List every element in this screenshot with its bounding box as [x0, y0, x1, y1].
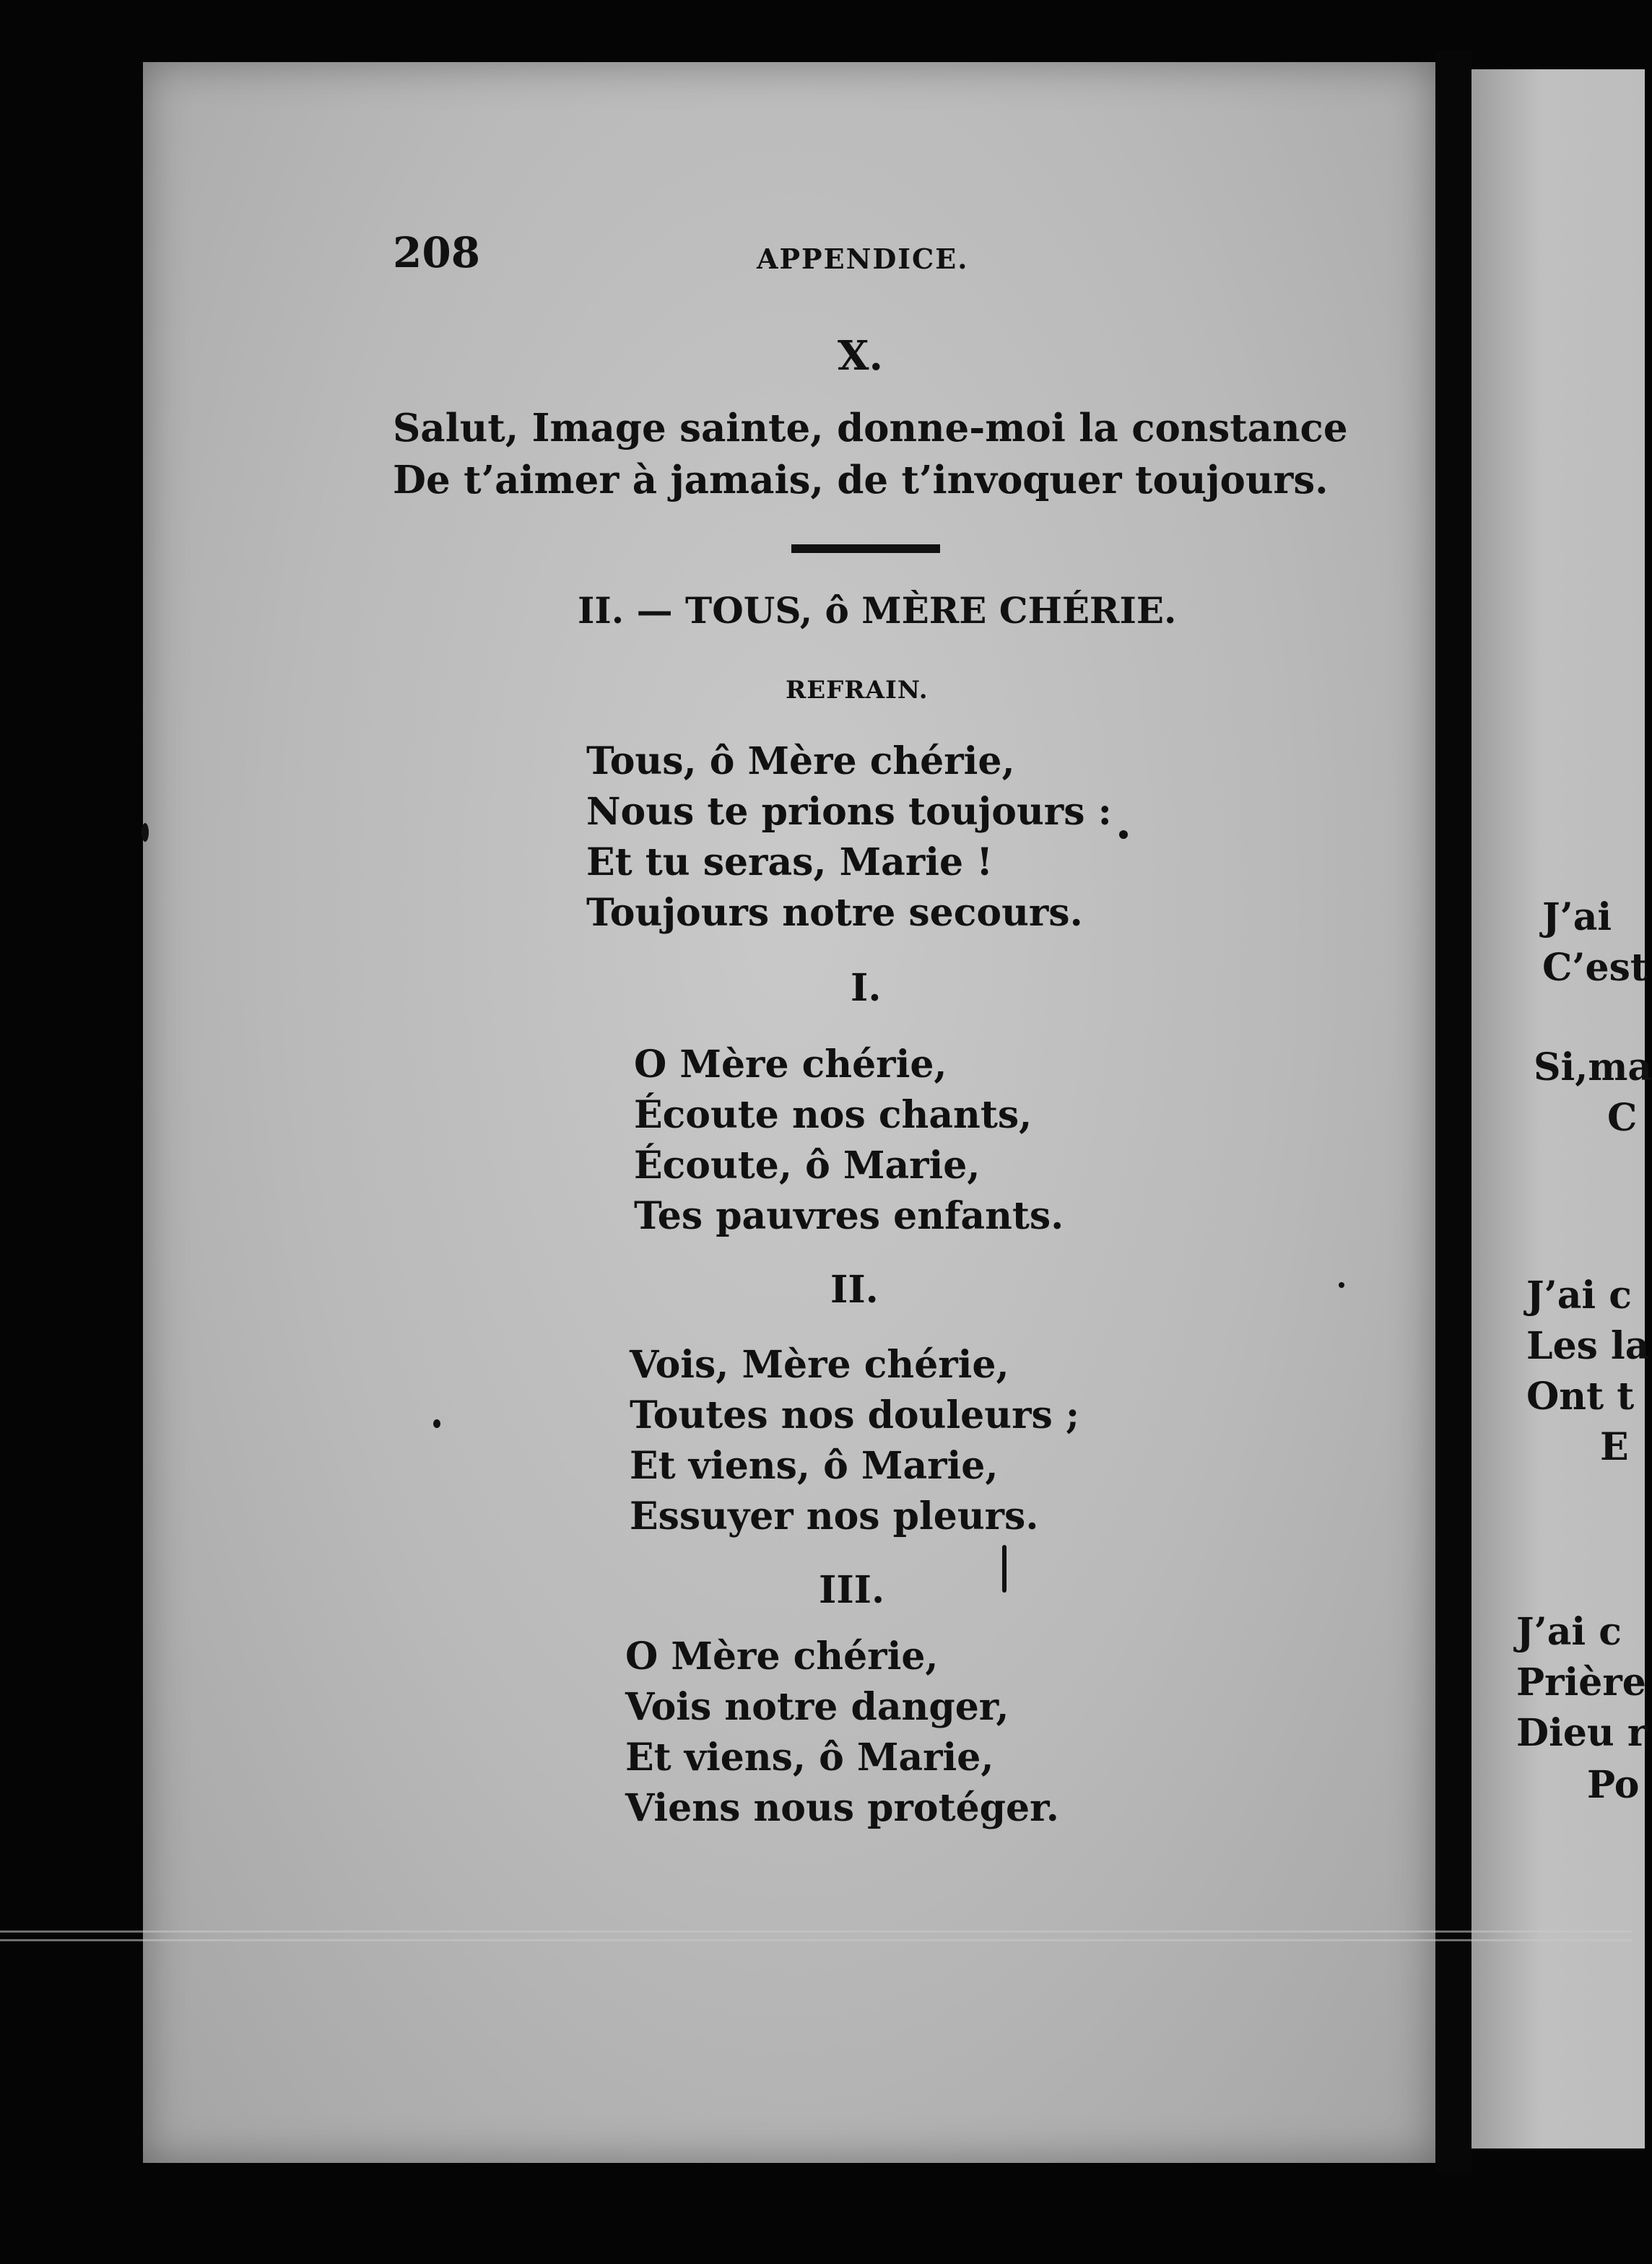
verse-line: O Mère chérie,	[634, 1042, 947, 1087]
facing-page-fragment: C	[1607, 1096, 1638, 1140]
facing-page-fragment: Les la	[1526, 1324, 1650, 1368]
refrain-line: Tous, ô Mère chérie,	[586, 739, 1015, 783]
verse-line: Et viens, ô Marie,	[630, 1444, 999, 1488]
scan-artifact-line	[0, 1939, 1632, 1941]
verse-line: Et viens, ô Marie,	[625, 1736, 994, 1780]
section-numeral: X.	[838, 332, 883, 380]
ink-speck	[1119, 830, 1128, 839]
ink-speck	[142, 823, 149, 842]
facing-page-fragment: Si,ma	[1534, 1045, 1652, 1089]
ink-speck	[433, 1419, 440, 1428]
verse-line: Écoute nos chants,	[634, 1093, 1032, 1137]
refrain-line: Toujours notre secours.	[586, 891, 1083, 935]
facing-page-fragment: Dieu r	[1516, 1711, 1648, 1755]
refrain-line: Et tu seras, Marie !	[586, 840, 994, 884]
verse-line: Vois notre danger,	[625, 1685, 1009, 1729]
facing-page-fragment: J’ai	[1542, 895, 1612, 939]
ink-speck	[1339, 1282, 1344, 1288]
verse-numeral: I.	[851, 966, 882, 1010]
facing-page-fragment: E	[1600, 1425, 1629, 1469]
refrain-line: Nous te prions toujours :	[586, 790, 1112, 834]
verse-numeral: III.	[819, 1568, 885, 1612]
hymn-title: II. — TOUS, ô MÈRE CHÉRIE.	[578, 589, 1177, 632]
facing-page-fragment: Prière	[1516, 1660, 1646, 1704]
verse-line: Vois, Mère chérie,	[630, 1343, 1009, 1387]
verse-line: Salut, Image sainte, donne-moi la constance	[393, 406, 1348, 450]
section-divider	[791, 544, 940, 553]
verse-line: O Mère chérie,	[625, 1634, 939, 1679]
book-gutter	[1435, 51, 1471, 2173]
ink-speck	[1002, 1545, 1007, 1593]
scan-artifact-line	[0, 1930, 1632, 1933]
verse-line: Toutes nos douleurs ;	[630, 1393, 1080, 1437]
facing-page-fragment: Ont t	[1526, 1375, 1635, 1419]
verse-line: Essuyer nos pleurs.	[630, 1494, 1039, 1538]
facing-page-fragment: J’ai c	[1516, 1610, 1622, 1654]
verse-line: Tes pauvres enfants.	[634, 1194, 1064, 1238]
facing-page-fragment: C’est	[1542, 946, 1648, 990]
verse-line: Écoute, ô Marie,	[634, 1144, 981, 1188]
running-title: APPENDICE.	[757, 243, 969, 275]
page-number: 208	[393, 228, 481, 277]
verse-line: Viens nous protéger.	[625, 1786, 1059, 1830]
facing-page-fragment: J’ai c	[1526, 1274, 1632, 1318]
refrain-label: REFRAIN.	[786, 676, 929, 705]
facing-page-fragment: Po	[1587, 1763, 1640, 1807]
verse-numeral: II.	[830, 1268, 879, 1312]
verse-line: De t’aimer à jamais, de t’invoquer toujours.	[393, 458, 1329, 502]
